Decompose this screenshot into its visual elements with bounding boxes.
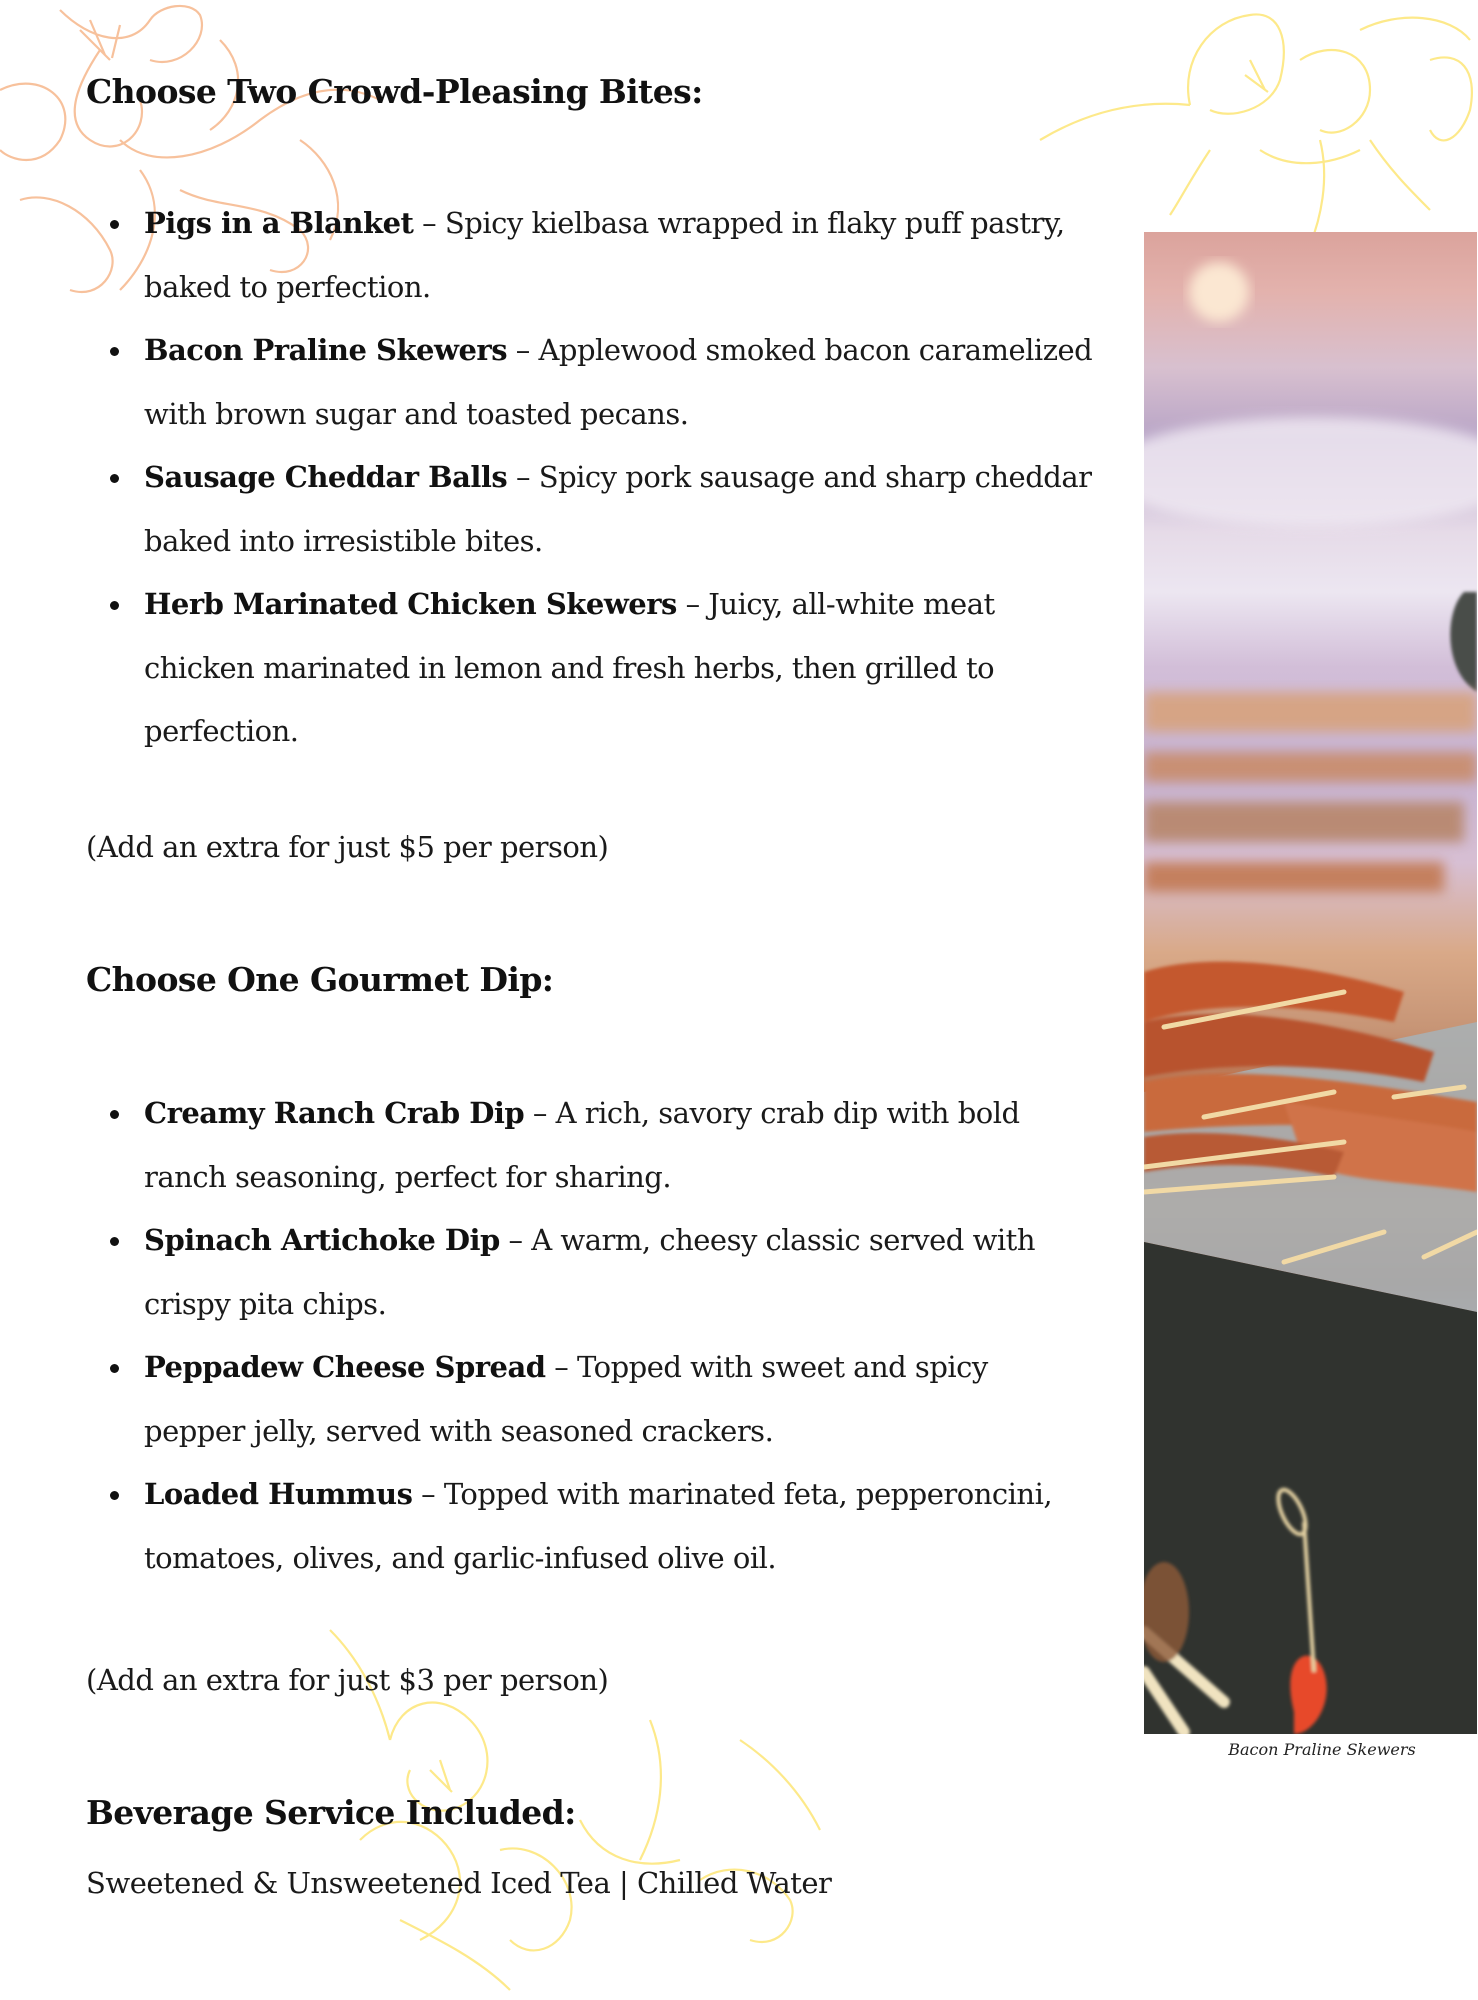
list-item: Spinach Artichoke Dip – A warm, cheesy classic served with crispy pita chips. [86, 1209, 1096, 1336]
list-item: Bacon Praline Skewers – Applewood smoked bacon caramelized with brown sugar and toasted pecans. [86, 319, 1096, 446]
beverage-text: Sweetened & Unsweetened Iced Tea | Chilled Water [86, 1866, 832, 1900]
dips-list [86, 1082, 1096, 1590]
bullet-icon [110, 1364, 119, 1373]
yellow-floral-decoration-icon [1030, 0, 1478, 250]
bullet-icon [110, 347, 119, 356]
bullet-icon [110, 474, 119, 483]
skewers-photo-illustration-icon [1144, 232, 1477, 1734]
section-heading-dip: Choose One Gourmet Dip: [86, 960, 554, 999]
section-heading-bites: Choose Two Crowd-Pleasing Bites: [86, 72, 703, 111]
list-item: Sausage Cheddar Balls – Spicy pork sausage and sharp cheddar baked into irresistible bites. [86, 446, 1096, 573]
bites-list [86, 192, 1096, 764]
list-item: Loaded Hummus – Topped with marinated feta, pepperoncini, tomatoes, olives, and garlic-infused olive oil. [86, 1463, 1096, 1590]
bullet-icon [110, 601, 119, 610]
bullet-icon [110, 1110, 119, 1119]
photo-caption: Bacon Praline Skewers [1228, 1740, 1416, 1759]
dips-extra-note: (Add an extra for just $3 per person) [86, 1663, 609, 1697]
list-item: Peppadew Cheese Spread – Topped with sweet and spicy pepper jelly, served with seasoned crackers. [86, 1336, 1096, 1463]
bullet-icon [110, 220, 119, 229]
bullet-icon [110, 1491, 119, 1500]
bacon-praline-skewers-photo [1144, 232, 1477, 1734]
bullet-icon [110, 1237, 119, 1246]
section-heading-beverage: Beverage Service Included: [86, 1793, 576, 1832]
bites-extra-note: (Add an extra for just $5 per person) [86, 830, 609, 864]
list-item: Pigs in a Blanket – Spicy kielbasa wrapped in flaky puff pastry, baked to perfection. [86, 192, 1096, 319]
list-item: Creamy Ranch Crab Dip – A rich, savory crab dip with bold ranch seasoning, perfect for sharing. [86, 1082, 1096, 1209]
list-item: Herb Marinated Chicken Skewers – Juicy, all-white meat chicken marinated in lemon and fresh herbs, then grilled to perfection. [86, 573, 1096, 764]
